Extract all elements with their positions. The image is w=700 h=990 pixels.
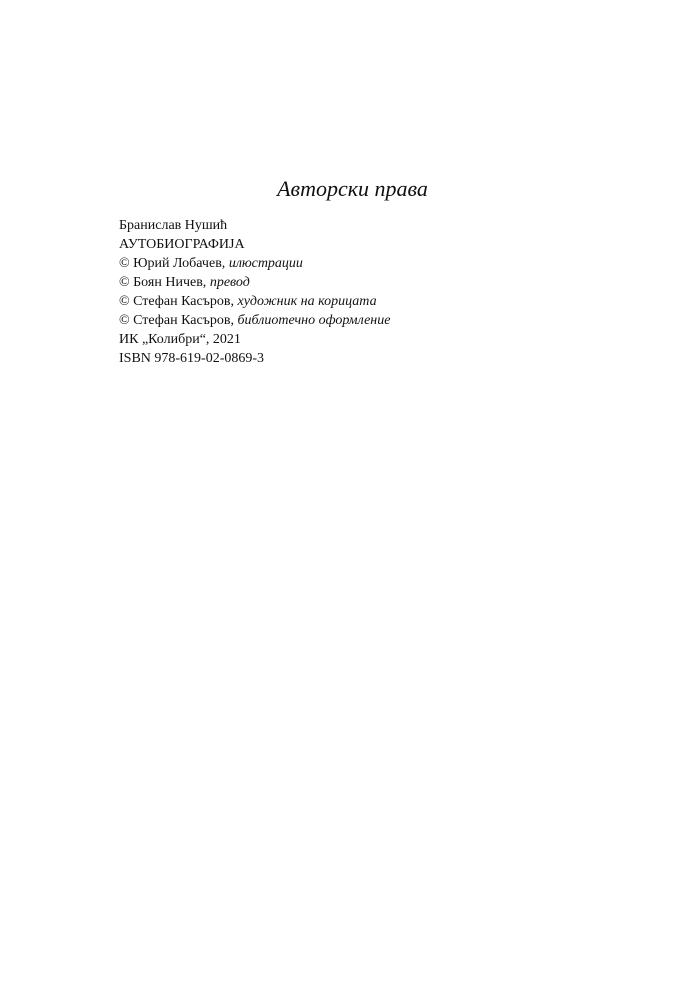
author-name: Бранислав Нушић: [119, 218, 228, 233]
publisher-line: ИК „Колибри“, 2021: [119, 332, 241, 347]
credit-role: илюстрации: [228, 256, 303, 271]
credit-line-cover-artist: [119, 292, 639, 311]
book-title: АУТОБИОГРАФИЈА: [119, 237, 245, 252]
page-title: [0, 175, 700, 203]
credit-holder: © Юрий Лобачев,: [119, 256, 229, 271]
credit-line-translation: [119, 273, 639, 292]
credit-holder: © Боян Ничев,: [119, 275, 210, 290]
credit-holder: © Стефан Касъров,: [119, 294, 238, 309]
credit-line-library-design: [119, 311, 639, 330]
credits-block: [119, 216, 639, 368]
credit-holder: © Стефан Касъров,: [119, 313, 238, 328]
page-title-text: Авторски права: [277, 176, 428, 201]
credit-line-illustrations: [119, 254, 639, 273]
credit-role: библиотечно оформление: [237, 313, 391, 328]
credit-role: превод: [209, 275, 250, 290]
isbn-line: ISBN 978-619-02-0869-3: [119, 351, 265, 366]
credit-role: художник на корицата: [237, 294, 377, 309]
